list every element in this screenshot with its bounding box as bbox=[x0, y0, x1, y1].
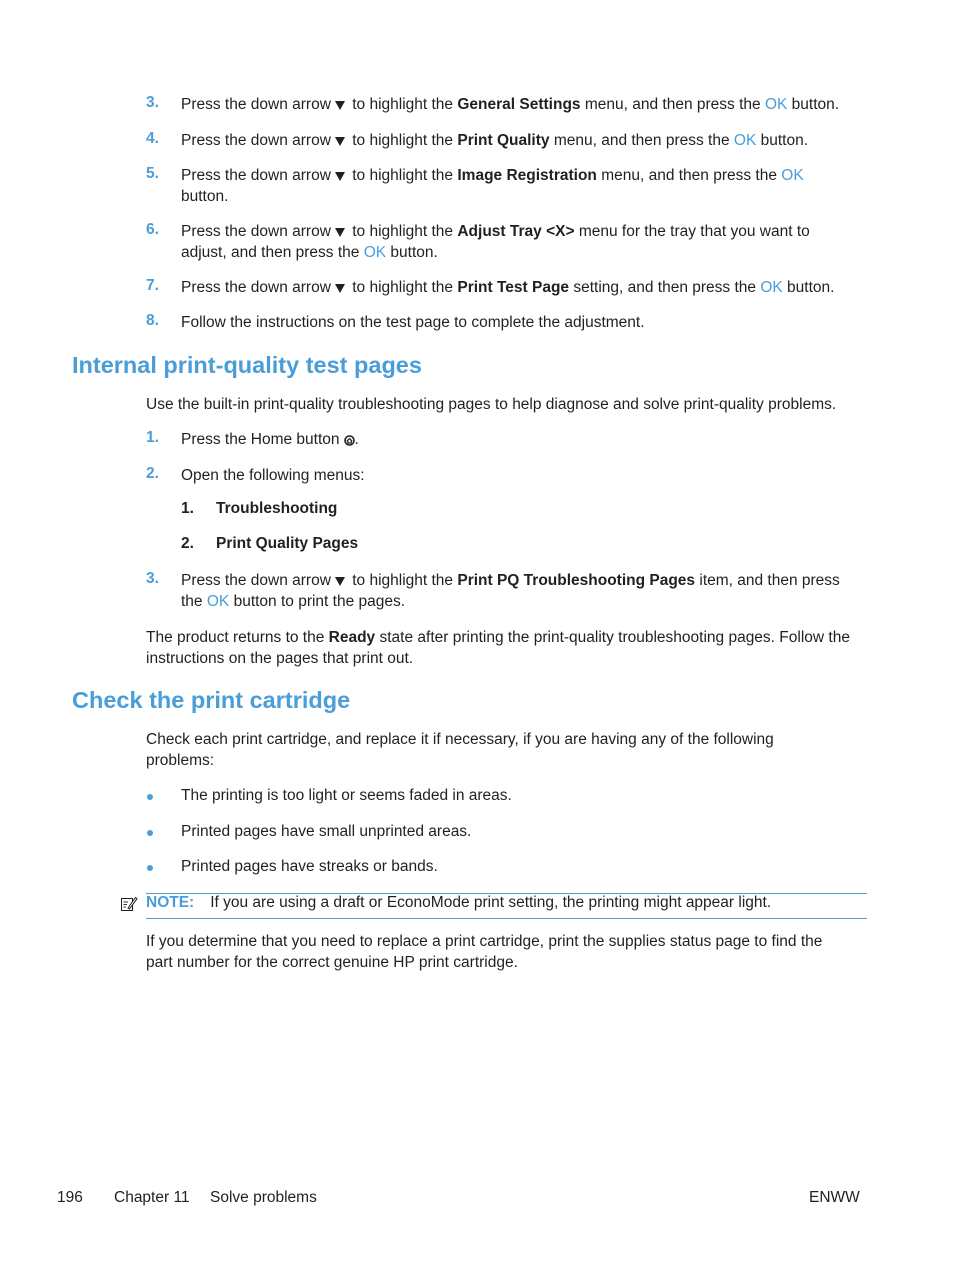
step-number: 3. bbox=[146, 94, 159, 111]
step-number: 1. bbox=[146, 429, 159, 446]
ok-label: OK bbox=[781, 167, 804, 184]
ok-label: OK bbox=[206, 593, 230, 610]
ok-label: OK bbox=[733, 132, 757, 149]
bullet-icon bbox=[147, 865, 153, 871]
section1-intro: Use the built-in print-quality troubleshooting pages to help diagnose and solve print-quality problems. bbox=[146, 396, 837, 413]
ok-label: OK bbox=[363, 244, 387, 261]
down-arrow-icon bbox=[335, 137, 345, 146]
section-heading-check-cartridge: Check the print cartridge bbox=[72, 687, 351, 713]
down-arrow-icon bbox=[335, 172, 345, 181]
step-number: 8. bbox=[146, 312, 159, 329]
step-number: 2. bbox=[146, 465, 159, 482]
section-heading-internal-pq: Internal print-quality test pages bbox=[72, 352, 422, 378]
menu-print-quality-pages: Print Quality Pages bbox=[216, 535, 359, 552]
ok-label: OK bbox=[760, 279, 783, 296]
step-number: 3. bbox=[146, 570, 159, 587]
note: NOTE: If you are using a draft or EconoMode print setting, the printing might appear light. bbox=[146, 894, 772, 911]
section1-step3: Press the down arrow to highlight the Print PQ Troubleshooting Pages item, and then press the OK button to print the pages. bbox=[181, 572, 840, 610]
section1-step1: Press the Home button . bbox=[181, 431, 359, 448]
footer-enww: ENWW bbox=[809, 1189, 860, 1206]
substep-number: 1. bbox=[181, 500, 194, 517]
down-arrow-icon bbox=[335, 577, 345, 586]
list-item: The printing is too light or seems faded in areas. bbox=[181, 787, 512, 804]
step-number: 7. bbox=[146, 277, 159, 294]
section2-intro: Check each print cartridge, and replace it if necessary, if you are having any of the following problems: bbox=[146, 731, 774, 769]
bullet-icon bbox=[147, 830, 153, 836]
down-arrow-icon bbox=[335, 228, 345, 237]
step-number: 4. bbox=[146, 130, 159, 147]
substep-number: 2. bbox=[181, 535, 194, 552]
bullet-icon bbox=[147, 794, 153, 800]
note-rule-bottom bbox=[146, 918, 867, 919]
list-item: Printed pages have streaks or bands. bbox=[181, 858, 438, 875]
home-icon bbox=[344, 435, 355, 446]
chapter-title: Solve problems bbox=[210, 1189, 317, 1206]
down-arrow-icon bbox=[335, 101, 345, 110]
step-number: 6. bbox=[146, 221, 159, 238]
note-pencil-icon bbox=[120, 895, 138, 913]
menu-troubleshooting: Troubleshooting bbox=[216, 500, 338, 517]
section2-outro: If you determine that you need to replace a print cartridge, print the supplies status page to find the part number for the correct genuine HP print cartridge. bbox=[146, 933, 823, 971]
note-label: NOTE: bbox=[146, 894, 195, 911]
chapter-label: Chapter 11 bbox=[114, 1189, 190, 1206]
section1-outro: The product returns to the Ready state after printing the print-quality troubleshooting pages. Follow the instructions on the pages that print out. bbox=[146, 629, 850, 667]
ok-label: OK bbox=[764, 96, 788, 113]
page-number: 196 bbox=[57, 1189, 83, 1206]
section1-step2: Open the following menus: bbox=[181, 467, 365, 484]
list-item: Printed pages have small unprinted areas. bbox=[181, 823, 472, 840]
step-number: 5. bbox=[146, 165, 159, 182]
down-arrow-icon bbox=[335, 284, 345, 293]
